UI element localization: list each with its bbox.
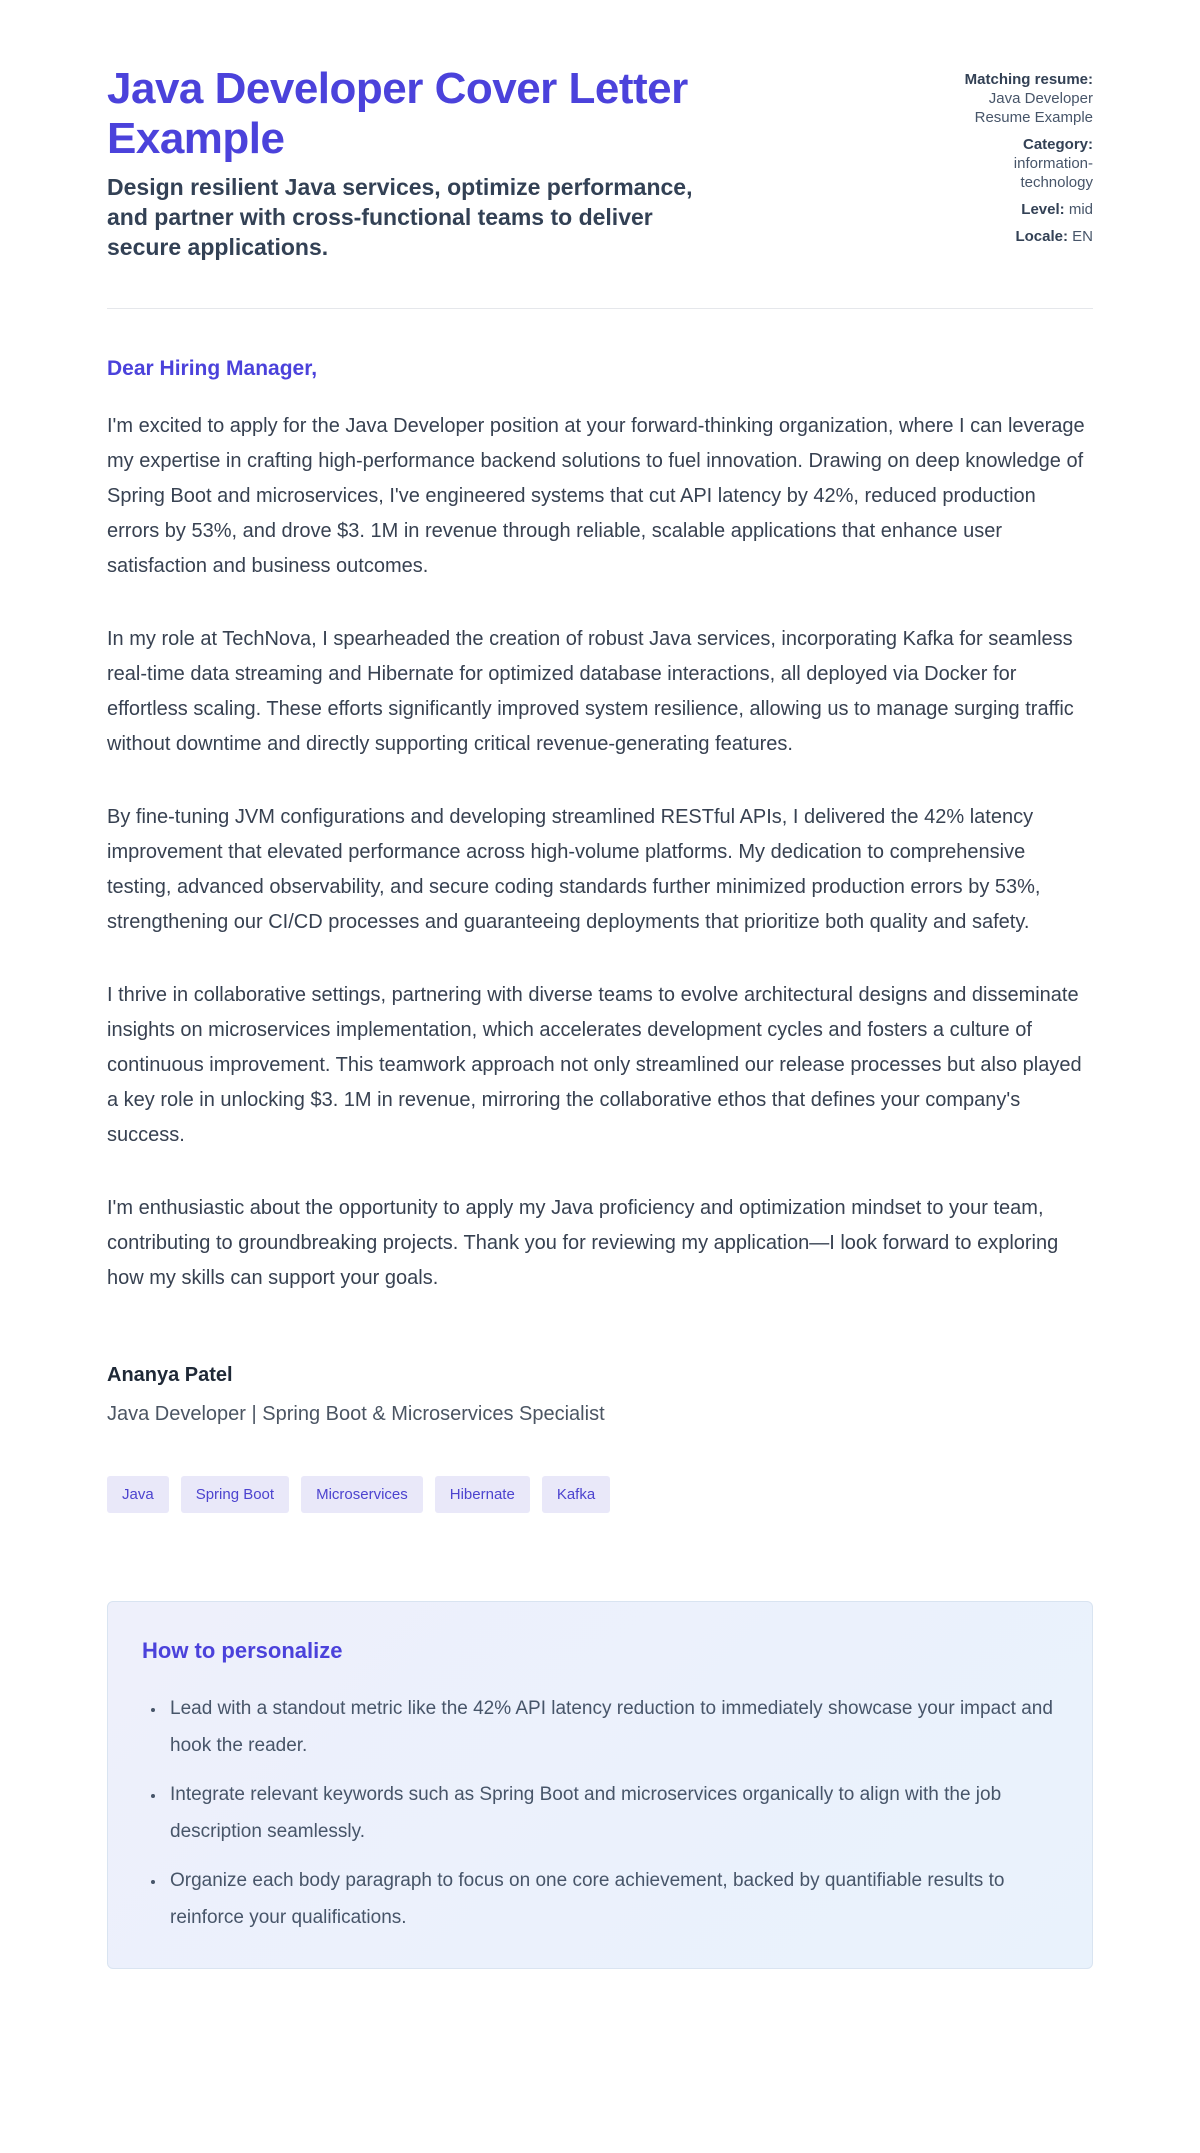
meta-matching-resume-label: Matching resume: <box>964 71 1093 88</box>
meta-matching-resume-value: Java Developer Resume Example <box>974 90 1093 126</box>
page-subtitle: Design resilient Java services, optimize performance, and partner with cross-functional teams to deliver secure applications. <box>107 174 693 260</box>
tag-hibernate: Hibernate <box>435 1476 530 1513</box>
meta-locale <box>943 227 1093 246</box>
meta-category <box>943 135 1093 192</box>
meta-matching-resume <box>943 70 1093 127</box>
letter-paragraph-2: In my role at TechNova, I spearheaded the creation of robust Java services, incorporating Kafka for seamless real-time data streaming and Hibernate for optimized database interactions, all deployed via Docker for effortless scaling. These efforts significantly improved system resilience, allowing us to manage surging traffic without downtime and directly supporting critical revenue-generating features. <box>107 628 1074 755</box>
letter-paragraph-5: I'm enthusiastic about the opportunity to apply my Java proficiency and optimization mindset to your team, contributing to groundbreaking projects. Thank you for reviewing my application—I look forward to exploring how my skills can support your goals. <box>107 1197 1059 1289</box>
meta-level-value: mid <box>1068 201 1093 218</box>
letter-paragraph-4: I thrive in collaborative settings, partnering with diverse teams to evolve architectural designs and disseminate insights on microservices implementation, which accelerates development cycles and fosters a culture of continuous improvement. This teamwork approach not only streamlined our release processes but also played a key role in unlocking $3. 1M in revenue, mirroring the collaborative ethos that defines your company's success. <box>107 984 1082 1146</box>
tips-list <box>142 1690 1058 1936</box>
tip-item-2: • Integrate relevant keywords such as Spring Boot and microservices organically to align with the job description seamlessly. <box>166 1776 1058 1850</box>
signature-role: Java Developer | Spring Boot & Microservices Specialist <box>107 1403 605 1425</box>
letter-paragraph-3: By fine-tuning JVM configurations and developing streamlined RESTful APIs, I delivered the 42% latency improvement that elevated performance across high-volume platforms. My dedication to comprehensive testing, advanced observability, and secure coding standards further minimized production errors by 53%, strengthening our CI/CD processes and guaranteeing deployments that prioritize both quality and safety. <box>107 806 1041 933</box>
tag-list <box>107 1476 1093 1513</box>
tip-item-3: • Organize each body paragraph to focus on one core achievement, backed by quantifiable results to reinforce your qualifications. <box>166 1862 1058 1936</box>
meta-category-label: Category: <box>1022 136 1093 153</box>
meta-level-label: Level: <box>1021 201 1065 218</box>
tag-microservices: Microservices <box>301 1476 423 1513</box>
cover-letter-body <box>107 357 1093 1969</box>
header <box>107 64 1093 262</box>
tag-spring-boot: Spring Boot <box>181 1476 289 1513</box>
header-title-block <box>107 64 887 262</box>
tips-heading: How to personalize <box>142 1638 343 1663</box>
meta-category-value: information-technology <box>1013 155 1093 191</box>
letter-paragraph-1: I'm excited to apply for the Java Developer position at your forward-thinking organization, where I can leverage my expertise in crafting high-performance backend solutions to fuel innovation. Drawing on deep knowledge of Spring Boot and microservices, I've engineered systems that cut API latency by 42%, reduced production errors by 53%, and drove $3. 1M in revenue through reliable, scalable applications that enhance user satisfaction and business outcomes. <box>107 415 1085 577</box>
tag-java: Java <box>107 1476 169 1513</box>
tag-kafka: Kafka <box>542 1476 610 1513</box>
page-title: Java Developer Cover Letter Example <box>107 64 688 163</box>
meta-locale-label: Locale: <box>1015 228 1068 245</box>
greeting: Dear Hiring Manager, <box>107 357 318 380</box>
signature-name: Ananya Patel <box>107 1364 233 1386</box>
meta-panel <box>943 64 1093 254</box>
meta-level <box>943 200 1093 219</box>
tip-item-1: • Lead with a standout metric like the 42% API latency reduction to immediately showcase your impact and hook the reader. <box>166 1690 1058 1764</box>
meta-locale-value: EN <box>1072 228 1093 245</box>
tips-callout <box>107 1601 1093 1969</box>
header-divider <box>107 308 1093 309</box>
